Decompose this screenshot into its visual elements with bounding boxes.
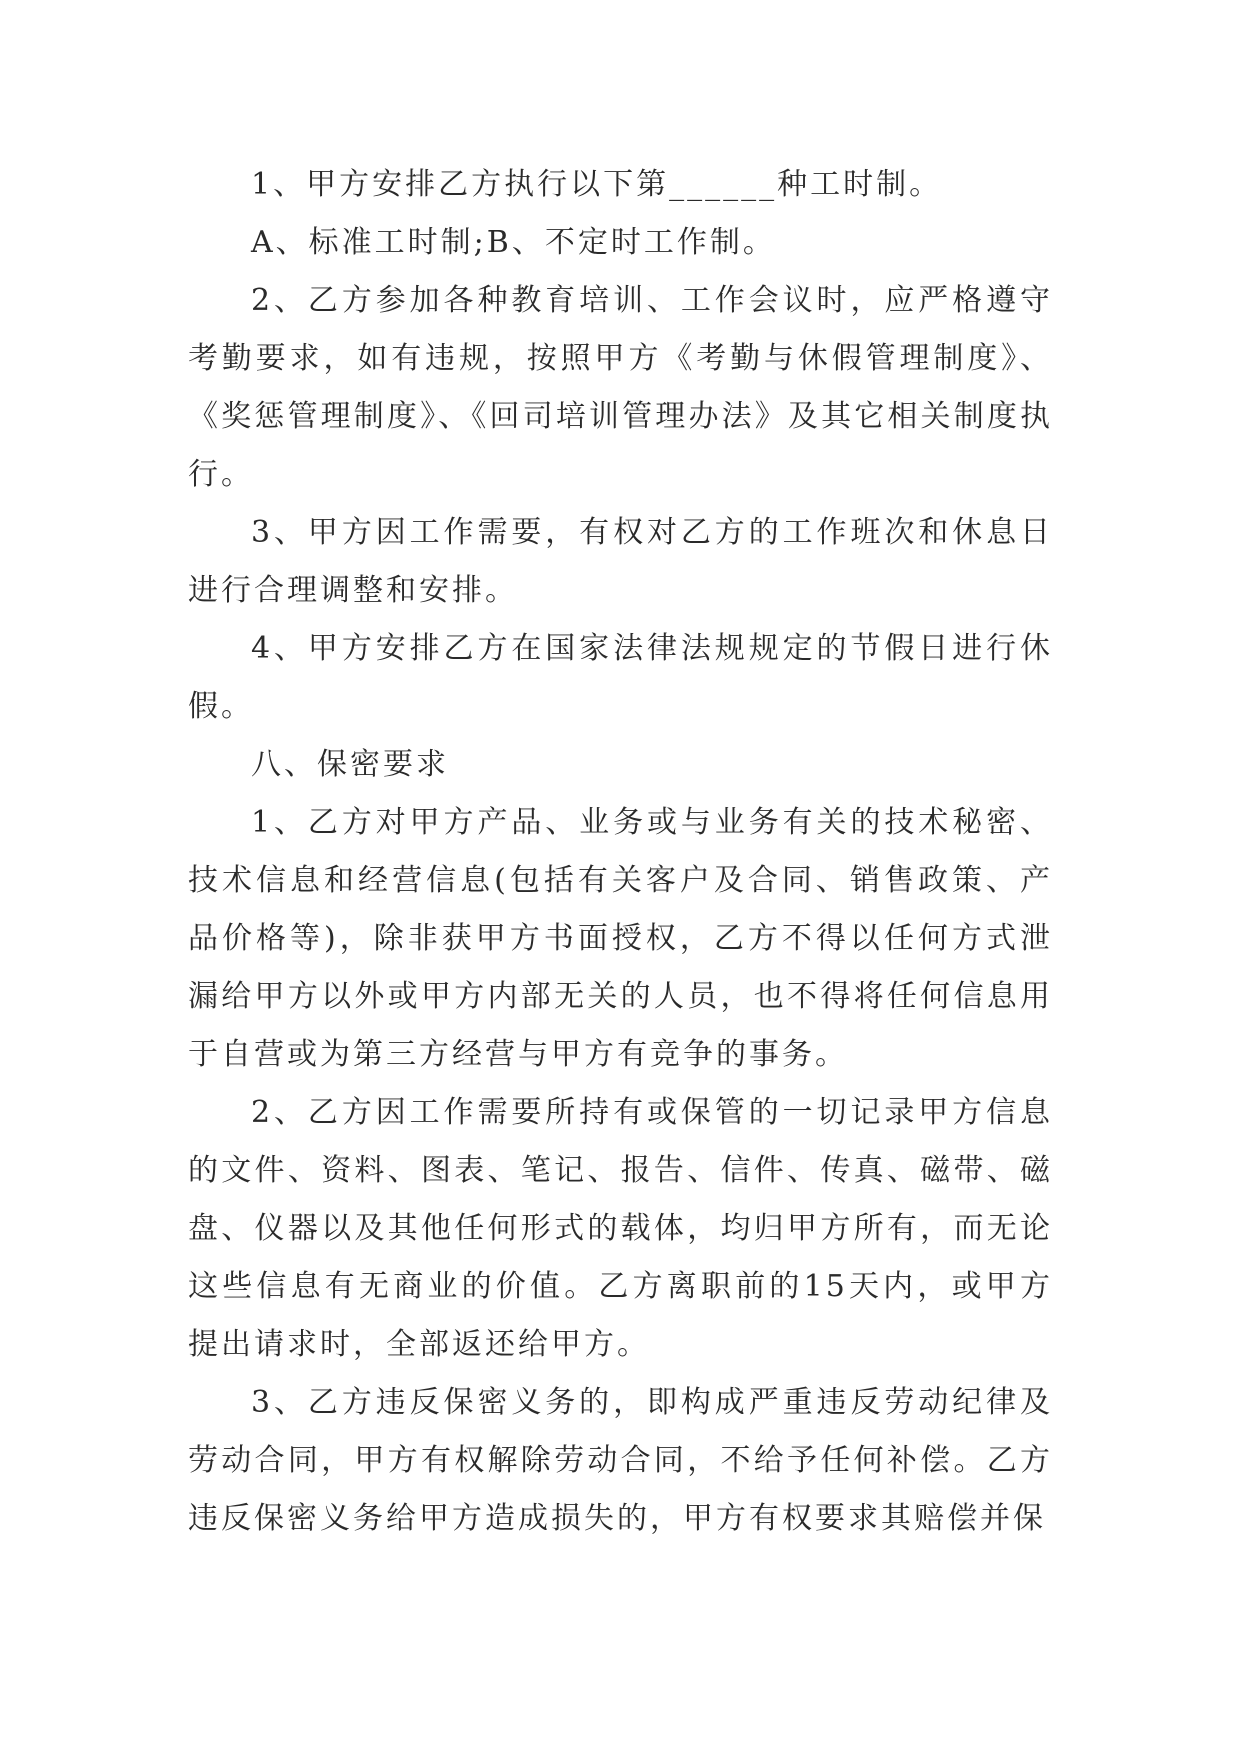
paragraph-breach-consequences: 3、乙方违反保密义务的，即构成严重违反劳动纪律及劳动合同，甲方有权解除劳动合同，不给予任何补偿。乙方违反保密义务给甲方造成损失的，甲方有权要求其赔偿并保 — [188, 1385, 1053, 1536]
paragraph-holiday-leave: 4、甲方安排乙方在国家法律法规规定的节假日进行休假。 — [188, 631, 1053, 724]
paragraph-training-attendance: 2、乙方参加各种教育培训、工作会议时，应严格遵守考勤要求，如有违规，按照甲方《考勤与休假管理制度》、《奖惩管理制度》、《回司培训管理办法》及其它相关制度执行。 — [188, 283, 1053, 492]
paragraph-work-hours-options: A、标准工时制;B、不定时工作制。 — [251, 225, 776, 260]
paragraph-work-hours-system: 1、甲方安排乙方执行以下第______种工时制。 — [251, 167, 943, 202]
paragraph-records-return: 2、乙方因工作需要所持有或保管的一切记录甲方信息的文件、资料、图表、笔记、报告、信件、传真、磁带、磁盘、仪器以及其他任何形式的载体，均归甲方所有，而无论这些信息有无商业的价值。乙方离职前的15天内，或甲方提出请求时，全部返还给甲方。 — [188, 1095, 1053, 1362]
paragraph-shift-adjustment: 3、甲方因工作需要，有权对乙方的工作班次和休息日进行合理调整和安排。 — [188, 515, 1053, 608]
paragraph-trade-secrets: 1、乙方对甲方产品、业务或与业务有关的技术秘密、技术信息和经营信息(包括有关客户及合同、销售政策、产品价格等)，除非获甲方书面授权，乙方不得以任何方式泄漏给甲方以外或甲方内部无关的人员，也不得将任何信息用于自营或为第三方经营与甲方有竞争的事务。 — [188, 805, 1053, 1072]
document-body — [188, 156, 1053, 1548]
section-heading-confidentiality: 八、保密要求 — [251, 747, 449, 782]
